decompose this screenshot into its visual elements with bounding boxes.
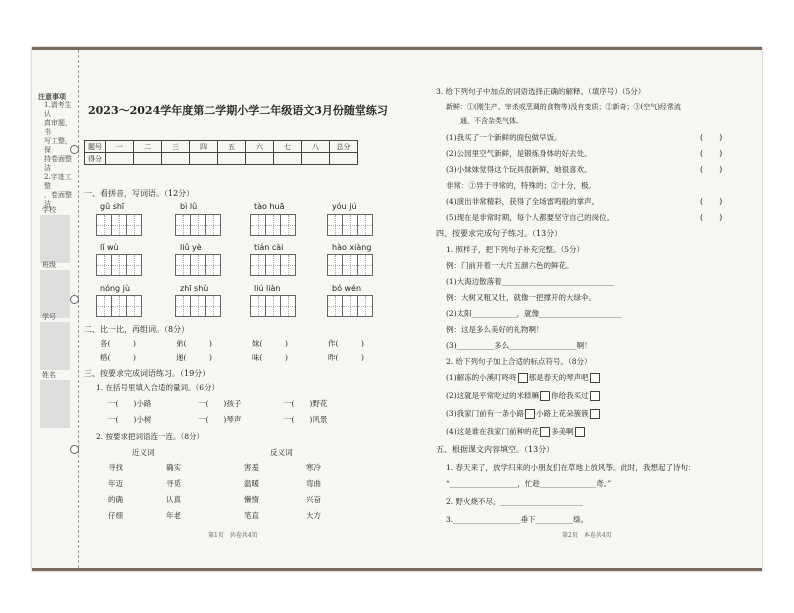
question: 2. 给下列句子加上合适的标点符号。（8分） [446,357,592,366]
binding-hole [70,145,79,154]
school-box[interactable] [40,215,70,263]
pinyin: bì lǜ [180,202,198,211]
pinyin: hào xiàng [332,243,372,252]
ant-left: 笔直 [244,511,259,520]
score-header: 二 [134,141,162,153]
score-cell[interactable] [162,153,190,165]
binding-hole [70,295,79,304]
name-box[interactable] [40,380,70,428]
writing-grid[interactable] [327,295,373,317]
section-3-heading: 三、按要求完成词语练习。（19分） [84,369,211,378]
syn-right: 确实 [166,463,181,472]
synonym-title: 近义词 [132,448,155,457]
pinyin: zhī shù [180,284,209,293]
field-school: 学校 [42,206,56,214]
char-pair: 递( ) [176,353,212,362]
fill-line[interactable]: (2)太阳____________，就像______________________ [446,309,622,318]
syn-right: 认真 [166,495,181,504]
pinyin: bó wén [332,284,362,293]
score-header: 四 [190,141,218,153]
fill-line[interactable]: 3.__________________垂下__________绦。 [446,515,589,524]
notice-line: 写工整，保 [44,137,72,154]
char-pair: 格( ) [100,353,136,362]
field-name: 姓名 [42,371,56,379]
notice-line: 持卷面整洁 [44,155,72,172]
score-cell[interactable] [218,153,246,165]
notice-line: ，卷面整洁 [44,191,72,208]
class-box[interactable] [40,270,70,318]
example: 例：大树又粗又壮，就像一把撑开的大绿伞。 [446,293,596,302]
score-cell[interactable] [246,153,274,165]
item: (1)我买了一个新鲜的面包做早饭。 [446,133,562,142]
section-5-heading: 五、根据课文内容填空。（13分） [436,445,555,454]
writing-grid[interactable] [327,254,373,276]
question: 1. 照样子，把下列句子补充完整。（5分） [446,245,585,254]
score-header: 三 [162,141,190,153]
item: (4)演出非常精彩，获得了全场雷鸣般的掌声。 [446,197,600,206]
question: 1. 春天来了，放学归来的小朋友们在草地上放风筝。此时，我想起了诗句： [446,463,696,472]
page-title: 2023～2024学年度第二学期小学二年级语文3月份随堂练习 [88,104,388,117]
score-cell[interactable] [190,153,218,165]
score-header: 题号 [85,141,106,153]
writing-grid[interactable] [250,214,296,236]
notice-line: 1.请考生认 [44,101,72,118]
writing-grid[interactable] [175,295,221,317]
antonym-title: 反义词 [270,448,293,457]
measure-item: 一( )孩子 [198,399,242,408]
score-header: 六 [246,141,274,153]
notice-title: 注意事项 [38,92,66,101]
answer-paren[interactable]: ( ) [700,149,723,158]
ant-left: 温暖 [244,479,259,488]
writing-grid[interactable] [250,254,296,276]
pinyin: tián cài [254,243,284,252]
example: 例：这是多么美好的礼物啊！ [446,325,544,334]
pinyin: tào huā [254,202,285,211]
fill-line[interactable]: (3)__________多么__________________啊！ [446,341,592,350]
notice-line: 2.字迹工整 [44,173,72,190]
item: (5)现在是非常时期，每个人都要坚守自己的岗位。 [446,213,615,222]
syn-left: 仔细 [108,511,123,520]
char-pair: 弟( ) [176,339,212,348]
section-1-heading: 一、看拼音，写词语。（12分） [84,189,195,198]
ant-right: 寒冷 [306,463,321,472]
writing-grid[interactable] [96,295,142,317]
measure-item: 一( )小路 [108,399,152,408]
notice-line: 真审题，书 [44,119,72,136]
ant-left: 害羞 [244,463,259,472]
ant-right: 兴奋 [306,495,321,504]
question-1: 1. 在括号里填入合适的量词。（6分） [96,383,220,392]
definition: 通，不含杂类气体。 [460,117,523,125]
item: (2)公园里空气新鲜，是锻炼身体的好去处。 [446,149,592,158]
writing-grid[interactable] [96,254,142,276]
score-header: 八 [302,141,330,153]
exam-paper [32,47,762,571]
score-cell[interactable] [330,153,358,165]
definition: 非常：①异于寻常的，特殊的；②十分，极。 [446,181,596,190]
definition: 新鲜：①(刚生产、宰杀或烹调的食物等)没有变质；②新奇；③(空气)经常流 [446,103,681,111]
score-header: 七 [274,141,302,153]
writing-grid[interactable] [175,214,221,236]
ant-right: 弯曲 [306,479,321,488]
writing-grid[interactable] [175,254,221,276]
char-pair: 味( ) [252,353,288,362]
page-footer: 第1页 共卷共4页 [208,532,258,539]
pinyin: lǐ wù [100,243,119,252]
syn-left: 年迈 [108,479,123,488]
writing-grid[interactable] [327,214,373,236]
pinyin: nóng jù [100,284,130,293]
item: (3)小妹妹觉得这个玩具很新鲜，她很喜欢。 [446,165,592,174]
fill-line[interactable]: “__________________，忙趁_______________鸢。” [446,479,612,488]
pinyin: yóu jú [332,202,357,211]
example: 例：门前开着一大片五颜六色的鲜花。 [446,261,574,270]
answer-paren[interactable]: ( ) [700,213,723,222]
writing-grid[interactable] [250,295,296,317]
syn-left: 寻找 [108,463,123,472]
syn-right: 年老 [166,511,181,520]
char-pair: 昨( ) [328,353,364,362]
field-class: 班级 [42,261,56,269]
number-box[interactable] [40,322,70,370]
score-table [84,140,358,165]
char-pair: 各( ) [100,339,136,348]
score-cell[interactable] [134,153,162,165]
char-pair: 妹( ) [252,339,288,348]
page-footer: 第2页 本卷共4页 [562,532,612,539]
ant-left: 懒惰 [244,495,259,504]
binding-hole [70,445,79,454]
punct-line[interactable]: (2)这就是平常吃过的米糕嘛 你给我买过 [446,390,601,401]
punct-line[interactable]: (3)我家门前有一条小路 小路上花朵簇簇 [446,408,601,419]
section-4-heading: 四、按要求完成句子练习。（13分） [436,229,563,238]
score-header: 一 [106,141,134,153]
score-cell[interactable] [106,153,134,165]
question-3: 3. 给下列句子中加点的词语选择正确的解释。（填序号）（5分） [436,87,646,96]
pinyin: liǔ yè [180,243,202,252]
punct-line[interactable]: (1)解冻的小溪叮咚咚 那是春天的琴声吧 [446,372,601,383]
fill-line[interactable]: 2. 野火烧不尽，______________________ [446,497,584,506]
ant-right: 大方 [306,511,321,520]
syn-left: 的确 [108,495,123,504]
measure-item: 一( )风景 [284,415,328,424]
score-cell[interactable] [274,153,302,165]
binding-sidebar [32,50,79,568]
fill-line[interactable]: (1)大海边散落着______________________________ [446,277,615,286]
score-label: 得分 [85,153,106,165]
section-2-heading: 二、比一比，再组词。（8分） [84,325,190,334]
measure-item: 一( )野花 [284,399,328,408]
score-cell[interactable] [302,153,330,165]
question-2: 2. 按要求把词语连一连。（8分） [96,432,205,441]
measure-item: 一( )小树 [108,415,152,424]
pinyin: liú liàn [254,284,281,293]
punct-line[interactable]: (4)这是谁在我家门前种的花 多美啊 [446,426,586,437]
syn-right: 寻觅 [166,479,181,488]
writing-grid[interactable] [96,214,142,236]
measure-item: 一( )琴声 [198,415,242,424]
answer-paren[interactable]: ( ) [700,133,723,142]
field-number: 学号 [42,313,56,321]
answer-paren[interactable]: ( ) [700,197,723,206]
char-pair: 作( ) [328,339,364,348]
answer-paren[interactable]: ( ) [700,165,723,174]
score-header: 总分 [330,141,358,153]
pinyin: gǔ shī [100,202,125,211]
score-header: 五 [218,141,246,153]
